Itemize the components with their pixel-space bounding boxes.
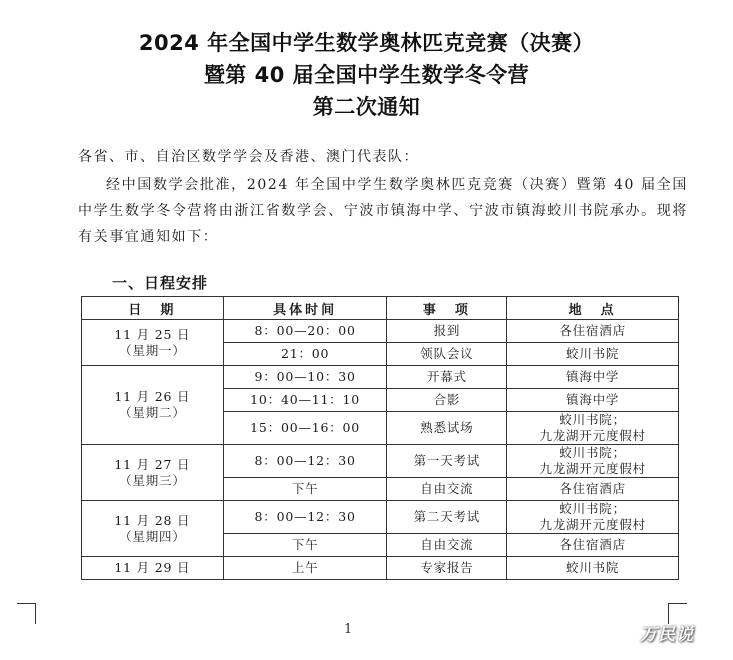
place-text-secondary: 九龙湖开元度假村 — [539, 517, 646, 532]
place-text: 镇海中学 — [566, 392, 620, 407]
title-line-2: 暨第 40 届全国中学生数学冬令营 — [203, 63, 530, 87]
item-cell: 领队会议 — [387, 343, 507, 366]
time-cell: 上午 — [223, 557, 387, 580]
date-text: 11 月 27 日 — [114, 456, 191, 472]
schedule-body — [82, 320, 679, 580]
weekday-text: （星期二） — [119, 405, 186, 420]
table-row — [82, 501, 679, 534]
table-row — [82, 557, 679, 580]
place-cell — [507, 343, 679, 366]
time-cell: 9：00—10：30 — [223, 366, 387, 389]
salutation: 各省、市、自治区数学学会及香港、澳门代表队： — [78, 149, 419, 165]
date-text: 11 月 26 日 — [114, 389, 191, 404]
date-cell — [82, 557, 224, 580]
place-cell — [507, 557, 679, 580]
table-row — [82, 366, 679, 389]
place-text: 蛟川书院； — [559, 445, 626, 460]
date-text: 11 月 25 日 — [114, 326, 191, 342]
place-text: 蛟川书院； — [559, 501, 626, 516]
time-cell: 8：00—12：30 — [223, 445, 387, 478]
place-text: 各住宿酒店 — [559, 481, 626, 496]
time-cell: 21：00 — [223, 343, 387, 366]
place-cell — [507, 501, 679, 534]
place-cell — [507, 478, 679, 501]
table-header-row — [82, 297, 679, 320]
place-text: 蛟川书院 — [566, 346, 620, 361]
item-cell: 自由交流 — [387, 534, 507, 557]
item-cell: 第一天考试 — [387, 445, 507, 478]
item-cell: 熟悉试场 — [387, 412, 507, 445]
place-text-secondary: 九龙湖开元度假村 — [539, 428, 646, 443]
header-date: 日 期 — [82, 297, 224, 320]
place-text: 各住宿酒店 — [559, 537, 626, 552]
weekday-text: （星期三） — [119, 472, 186, 488]
place-cell — [507, 389, 679, 412]
header-item: 事 项 — [387, 297, 507, 320]
date-text: 11 月 29 日 — [114, 560, 191, 575]
item-cell: 第二天考试 — [387, 501, 507, 534]
header-time: 具体时间 — [223, 297, 387, 320]
date-cell — [82, 445, 224, 501]
place-text-secondary: 九龙湖开元度假村 — [539, 461, 646, 476]
watermark-logo: 万民说 — [640, 625, 694, 645]
item-cell: 专家报告 — [387, 557, 507, 580]
place-text: 蛟川书院； — [559, 412, 626, 427]
place-cell — [507, 366, 679, 389]
date-cell — [82, 320, 224, 366]
schedule-table — [81, 296, 679, 580]
date-text: 11 月 28 日 — [114, 512, 191, 528]
item-cell: 报到 — [387, 320, 507, 343]
time-cell: 10：40—11：10 — [223, 389, 387, 412]
time-cell: 下午 — [223, 534, 387, 557]
section-heading-schedule: 一、日程安排 — [112, 274, 209, 292]
page-number: 1 — [344, 622, 353, 637]
title-line-3: 第二次通知 — [312, 95, 421, 119]
time-cell: 下午 — [223, 478, 387, 501]
weekday-text: （星期四） — [119, 528, 186, 544]
document-title — [0, 27, 733, 123]
body-paragraph: 经中国数学会批准，2024 年全国中学生数学奥林匹克竞赛（决赛）暨第 40 届全国中学生数学冬令营将由浙江省数学会、宁波市镇海中学、宁波市镇海蛟川书院承办。现将有关事宜通知如下： — [78, 177, 688, 245]
table-row — [82, 320, 679, 343]
time-cell: 15：00—16：00 — [223, 412, 387, 445]
item-cell: 开幕式 — [387, 366, 507, 389]
time-cell: 8：00—12：30 — [223, 501, 387, 534]
weekday-text: （星期一） — [119, 342, 186, 358]
header-place: 地 点 — [507, 297, 679, 320]
time-cell: 8：00—20：00 — [223, 320, 387, 343]
table-row — [82, 445, 679, 478]
date-cell — [82, 501, 224, 557]
place-cell — [507, 412, 679, 445]
item-cell: 自由交流 — [387, 478, 507, 501]
item-cell: 合影 — [387, 389, 507, 412]
corner-crop-mark-left — [17, 603, 36, 624]
date-cell — [82, 366, 224, 445]
place-text: 镇海中学 — [566, 369, 620, 384]
place-cell — [507, 320, 679, 343]
place-cell — [507, 445, 679, 478]
place-text: 蛟川书院 — [566, 560, 620, 575]
place-text: 各住宿酒店 — [559, 323, 626, 338]
place-cell — [507, 534, 679, 557]
title-line-1: 2024 年全国中学生数学奥林匹克竞赛（决赛） — [138, 31, 595, 55]
